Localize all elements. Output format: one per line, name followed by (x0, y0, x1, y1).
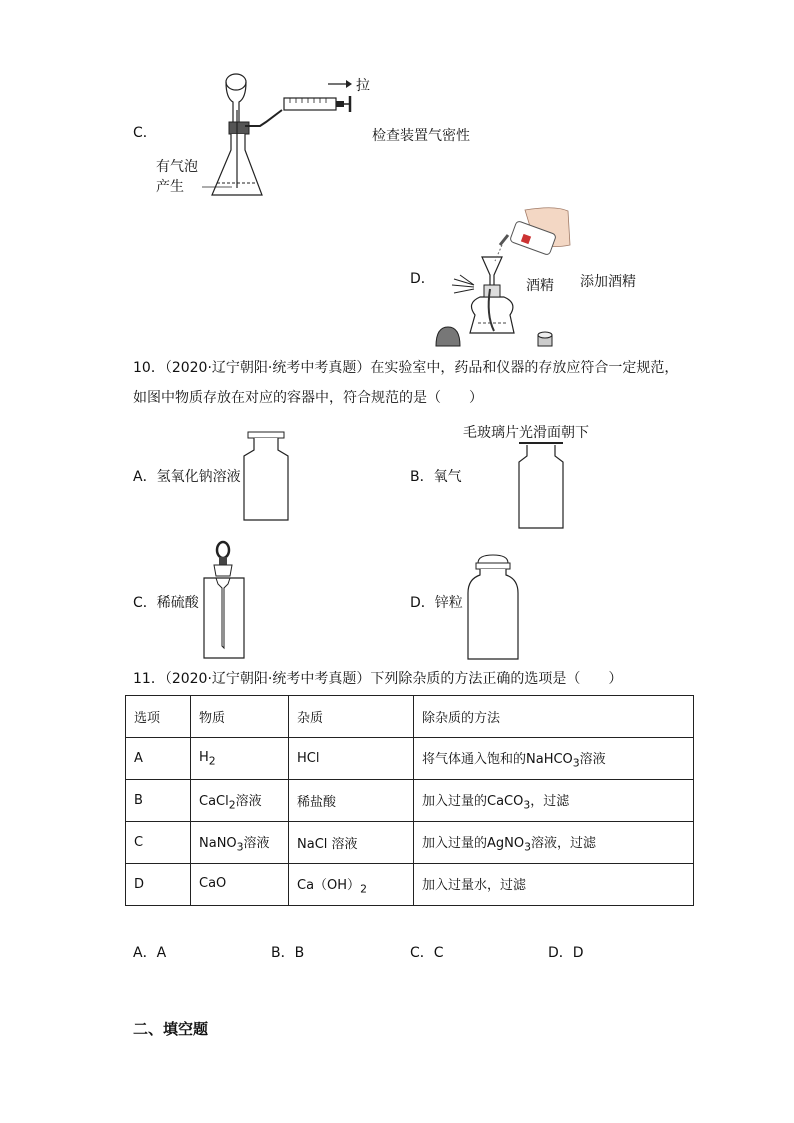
method-text: 加入过量水，过滤 (422, 877, 527, 893)
q10-stem-line2: 如图中物质存放在对应的容器中，符合规范的是（ ） (133, 390, 483, 406)
formula-text: CaO (199, 875, 227, 891)
q10-option-a: A．氢氧化钠溶液 (133, 469, 241, 485)
subscript: 3 (524, 840, 531, 854)
method-text: 将气体通入饱和的NaHCO (422, 751, 573, 767)
table-cell-substance (191, 738, 289, 780)
pull-label: 拉 (356, 78, 370, 94)
table-cell-option: C (126, 822, 191, 864)
narrow-mouth-bottle-glass-stopper-figure (240, 430, 292, 522)
subscript: 2 (360, 882, 367, 896)
table-header-cell: 选项 (126, 696, 191, 738)
table-cell-option: A (126, 738, 191, 780)
option-d-letter: D． (410, 271, 435, 287)
subscript: 3 (523, 798, 531, 812)
formula-text: 稀盐酸 (297, 795, 337, 810)
table-row (126, 864, 694, 906)
q11-answer-a: A．A (133, 945, 167, 961)
table-row (126, 822, 694, 864)
table-cell-option: D (126, 864, 191, 906)
table-header-cell: 除杂质的方法 (414, 696, 694, 738)
substance-suffix: 溶液 (243, 835, 270, 851)
table-cell-method (414, 822, 694, 864)
table-row (126, 738, 694, 780)
formula-text: Ca（OH） (297, 877, 361, 893)
method-suffix: 溶液 (579, 751, 606, 767)
section-heading-fill-in: 二、填空题 (133, 1020, 209, 1038)
table-cell-impurity (289, 864, 414, 906)
table-cell-impurity (289, 822, 414, 864)
table-cell-substance (191, 822, 289, 864)
table-row (126, 780, 694, 822)
q11-answer-d: D．D (548, 945, 584, 961)
q10-option-b: B．氧气 (410, 469, 462, 485)
formula-text: NaCl 溶液 (297, 837, 358, 852)
subscript: 3 (572, 756, 580, 770)
formula-text: NaNO (199, 835, 237, 851)
formula-text: H (199, 749, 209, 765)
method-suffix: ，过滤 (530, 793, 570, 809)
subscript: 2 (208, 754, 216, 768)
table-cell-impurity (289, 738, 414, 780)
method-text: 加入过量的AgNO (422, 835, 525, 851)
q11-stem: 11．（2020·辽宁朝阳·统考中考真题）下列除杂质的方法正确的选项是（ ） (133, 671, 623, 687)
table-cell-impurity (289, 780, 414, 822)
q10-option-b-note: 毛玻璃片光滑面朝下 (463, 425, 589, 441)
table-header-cell: 物质 (191, 696, 289, 738)
q11-answer-b: B．B (271, 945, 305, 961)
option-c-caption: 检查装置气密性 (372, 128, 470, 144)
dropper-bottle-figure (200, 540, 248, 662)
method-suffix: 溶液，过滤 (531, 835, 597, 851)
table-cell-substance (191, 864, 289, 906)
option-d-caption: 添加酒精 (580, 274, 636, 290)
subscript: 3 (236, 840, 244, 854)
substance-suffix: 溶液 (235, 793, 262, 809)
wide-mouth-bottle-figure (464, 553, 522, 661)
table-cell-substance (191, 780, 289, 822)
q11-answer-c: C．C (410, 945, 444, 961)
table-cell-method (414, 780, 694, 822)
airtightness-apparatus-figure (200, 70, 370, 205)
q10-option-c: C．稀硫酸 (133, 595, 199, 611)
formula-text: HCl (297, 751, 320, 766)
alcohol-label: 酒精 (526, 278, 554, 294)
q10-option-d: D．锌粒 (410, 595, 463, 611)
subscript: 2 (228, 798, 236, 812)
table-cell-option: B (126, 780, 191, 822)
q10-stem-line1: 10．（2020·辽宁朝阳·统考中考真题）在实验室中，药品和仪器的存放应符合一定规范， (133, 360, 679, 376)
table-cell-method (414, 864, 694, 906)
table-cell-method (414, 738, 694, 780)
gas-collecting-bottle-figure (515, 440, 567, 530)
table-header-cell: 杂质 (289, 696, 414, 738)
bubble-label-line2: 产生 (156, 179, 184, 195)
impurity-removal-table (125, 695, 694, 906)
table-header-row (126, 696, 694, 738)
method-text: 加入过量的CaCO (422, 793, 524, 809)
bubble-label-line1: 有气泡 (156, 159, 198, 175)
formula-text: CaCl (199, 793, 229, 809)
option-c-letter: C． (133, 125, 157, 141)
